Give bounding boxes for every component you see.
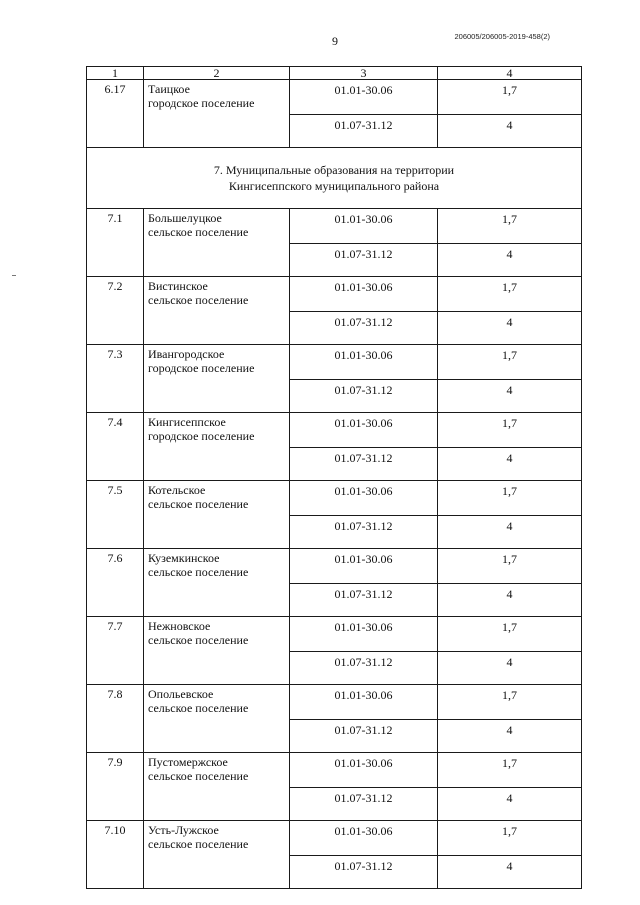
rate-cell: 1,7 <box>438 209 582 244</box>
period-cell: 01.01-30.06 <box>290 209 438 244</box>
rates-table <box>86 66 582 889</box>
rate-cell: 1,7 <box>438 481 582 516</box>
period-cell: 01.01-30.06 <box>290 685 438 720</box>
settlement-name <box>144 413 290 481</box>
document-code: 206005/206005-2019-458(2) <box>454 32 550 41</box>
rate-cell: 1,7 <box>438 685 582 720</box>
settlement-name-line1: Кингисеппское <box>148 415 226 429</box>
period-cell: 01.01-30.06 <box>290 80 438 115</box>
settlement-name-line2: сельское поселение <box>148 565 249 579</box>
settlement-name <box>144 277 290 345</box>
settlement-name-line2: сельское поселение <box>148 701 249 715</box>
settlement-name-line1: Таицкое <box>148 82 190 96</box>
settlement-name <box>144 80 290 148</box>
settlement-name <box>144 617 290 685</box>
period-cell: 01.07-31.12 <box>290 312 438 345</box>
table-row <box>87 277 582 312</box>
header-cell: 1 <box>87 67 144 80</box>
rate-cell: 4 <box>438 720 582 753</box>
settlement-name-line1: Усть-Лужское <box>148 823 219 837</box>
table-row <box>87 209 582 244</box>
period-cell: 01.01-30.06 <box>290 617 438 652</box>
period-cell: 01.07-31.12 <box>290 788 438 821</box>
settlement-name-line1: Опольевское <box>148 687 214 701</box>
period-cell: 01.07-31.12 <box>290 244 438 277</box>
settlement-name <box>144 481 290 549</box>
settlement-name-line2: сельское поселение <box>148 769 249 783</box>
table-row <box>87 345 582 380</box>
rate-cell: 4 <box>438 584 582 617</box>
row-number: 7.10 <box>87 821 144 889</box>
settlement-name-line2: сельское поселение <box>148 633 249 647</box>
settlement-name <box>144 345 290 413</box>
settlement-name-line2: городское поселение <box>148 96 255 110</box>
rate-cell: 4 <box>438 788 582 821</box>
page-number: 9 <box>332 34 338 48</box>
rate-cell: 4 <box>438 244 582 277</box>
settlement-name <box>144 209 290 277</box>
rate-cell: 1,7 <box>438 413 582 448</box>
settlement-name-line1: Вистинское <box>148 279 208 293</box>
rate-cell: 4 <box>438 856 582 889</box>
settlement-name <box>144 685 290 753</box>
table-row <box>87 413 582 448</box>
settlement-name <box>144 549 290 617</box>
period-cell: 01.01-30.06 <box>290 753 438 788</box>
rate-cell: 4 <box>438 448 582 481</box>
period-cell: 01.07-31.12 <box>290 856 438 889</box>
header-cell: 4 <box>438 67 582 80</box>
header-cell: 3 <box>290 67 438 80</box>
table-header-row <box>87 67 582 80</box>
settlement-name-line2: сельское поселение <box>148 837 249 851</box>
row-number: 7.3 <box>87 345 144 413</box>
settlement-name-line1: Большелуцкое <box>148 211 222 225</box>
settlement-name-line2: городское поселение <box>148 361 255 375</box>
row-number: 7.4 <box>87 413 144 481</box>
header-cell: 2 <box>144 67 290 80</box>
table-row <box>87 821 582 856</box>
settlement-name-line1: Нежновское <box>148 619 211 633</box>
period-cell: 01.07-31.12 <box>290 720 438 753</box>
table-row <box>87 80 582 115</box>
rate-cell: 1,7 <box>438 753 582 788</box>
settlement-name-line2: сельское поселение <box>148 497 249 511</box>
period-cell: 01.07-31.12 <box>290 380 438 413</box>
settlement-name-line1: Ивангородское <box>148 347 225 361</box>
row-number: 7.2 <box>87 277 144 345</box>
period-cell: 01.07-31.12 <box>290 584 438 617</box>
settlement-name <box>144 753 290 821</box>
period-cell: 01.01-30.06 <box>290 277 438 312</box>
rate-cell: 4 <box>438 652 582 685</box>
rate-cell: 1,7 <box>438 80 582 115</box>
table-row <box>87 617 582 652</box>
period-cell: 01.01-30.06 <box>290 413 438 448</box>
rate-cell: 4 <box>438 380 582 413</box>
settlement-name <box>144 821 290 889</box>
row-number: 7.1 <box>87 209 144 277</box>
period-cell: 01.01-30.06 <box>290 345 438 380</box>
section-heading <box>87 148 582 209</box>
table-row <box>87 549 582 584</box>
period-cell: 01.01-30.06 <box>290 821 438 856</box>
table-row <box>87 481 582 516</box>
period-cell: 01.01-30.06 <box>290 549 438 584</box>
period-cell: 01.07-31.12 <box>290 448 438 481</box>
row-number: 7.9 <box>87 753 144 821</box>
row-number: 7.7 <box>87 617 144 685</box>
row-number: 6.17 <box>87 80 144 148</box>
rate-cell: 1,7 <box>438 345 582 380</box>
section-heading-line2: Кингисеппского муниципального района <box>228 179 440 193</box>
rate-cell: 4 <box>438 516 582 549</box>
settlement-name-line2: сельское поселение <box>148 293 249 307</box>
rate-cell: 1,7 <box>438 617 582 652</box>
scan-mark <box>12 275 16 276</box>
section-heading-line1: 7. Муниципальные образования на территории <box>213 163 455 177</box>
rate-cell: 4 <box>438 115 582 148</box>
rate-cell: 1,7 <box>438 549 582 584</box>
table-row <box>87 753 582 788</box>
settlement-name-line1: Куземкинское <box>148 551 220 565</box>
rate-cell: 4 <box>438 312 582 345</box>
settlement-name-line2: сельское поселение <box>148 225 249 239</box>
period-cell: 01.07-31.12 <box>290 652 438 685</box>
table-row <box>87 685 582 720</box>
row-number: 7.5 <box>87 481 144 549</box>
settlement-name-line2: городское поселение <box>148 429 255 443</box>
rate-cell: 1,7 <box>438 277 582 312</box>
period-cell: 01.07-31.12 <box>290 516 438 549</box>
row-number: 7.6 <box>87 549 144 617</box>
settlement-name-line1: Котельское <box>148 483 206 497</box>
rate-cell: 1,7 <box>438 821 582 856</box>
settlement-name-line1: Пустомержское <box>148 755 228 769</box>
section-heading-row <box>87 148 582 209</box>
period-cell: 01.01-30.06 <box>290 481 438 516</box>
period-cell: 01.07-31.12 <box>290 115 438 148</box>
row-number: 7.8 <box>87 685 144 753</box>
